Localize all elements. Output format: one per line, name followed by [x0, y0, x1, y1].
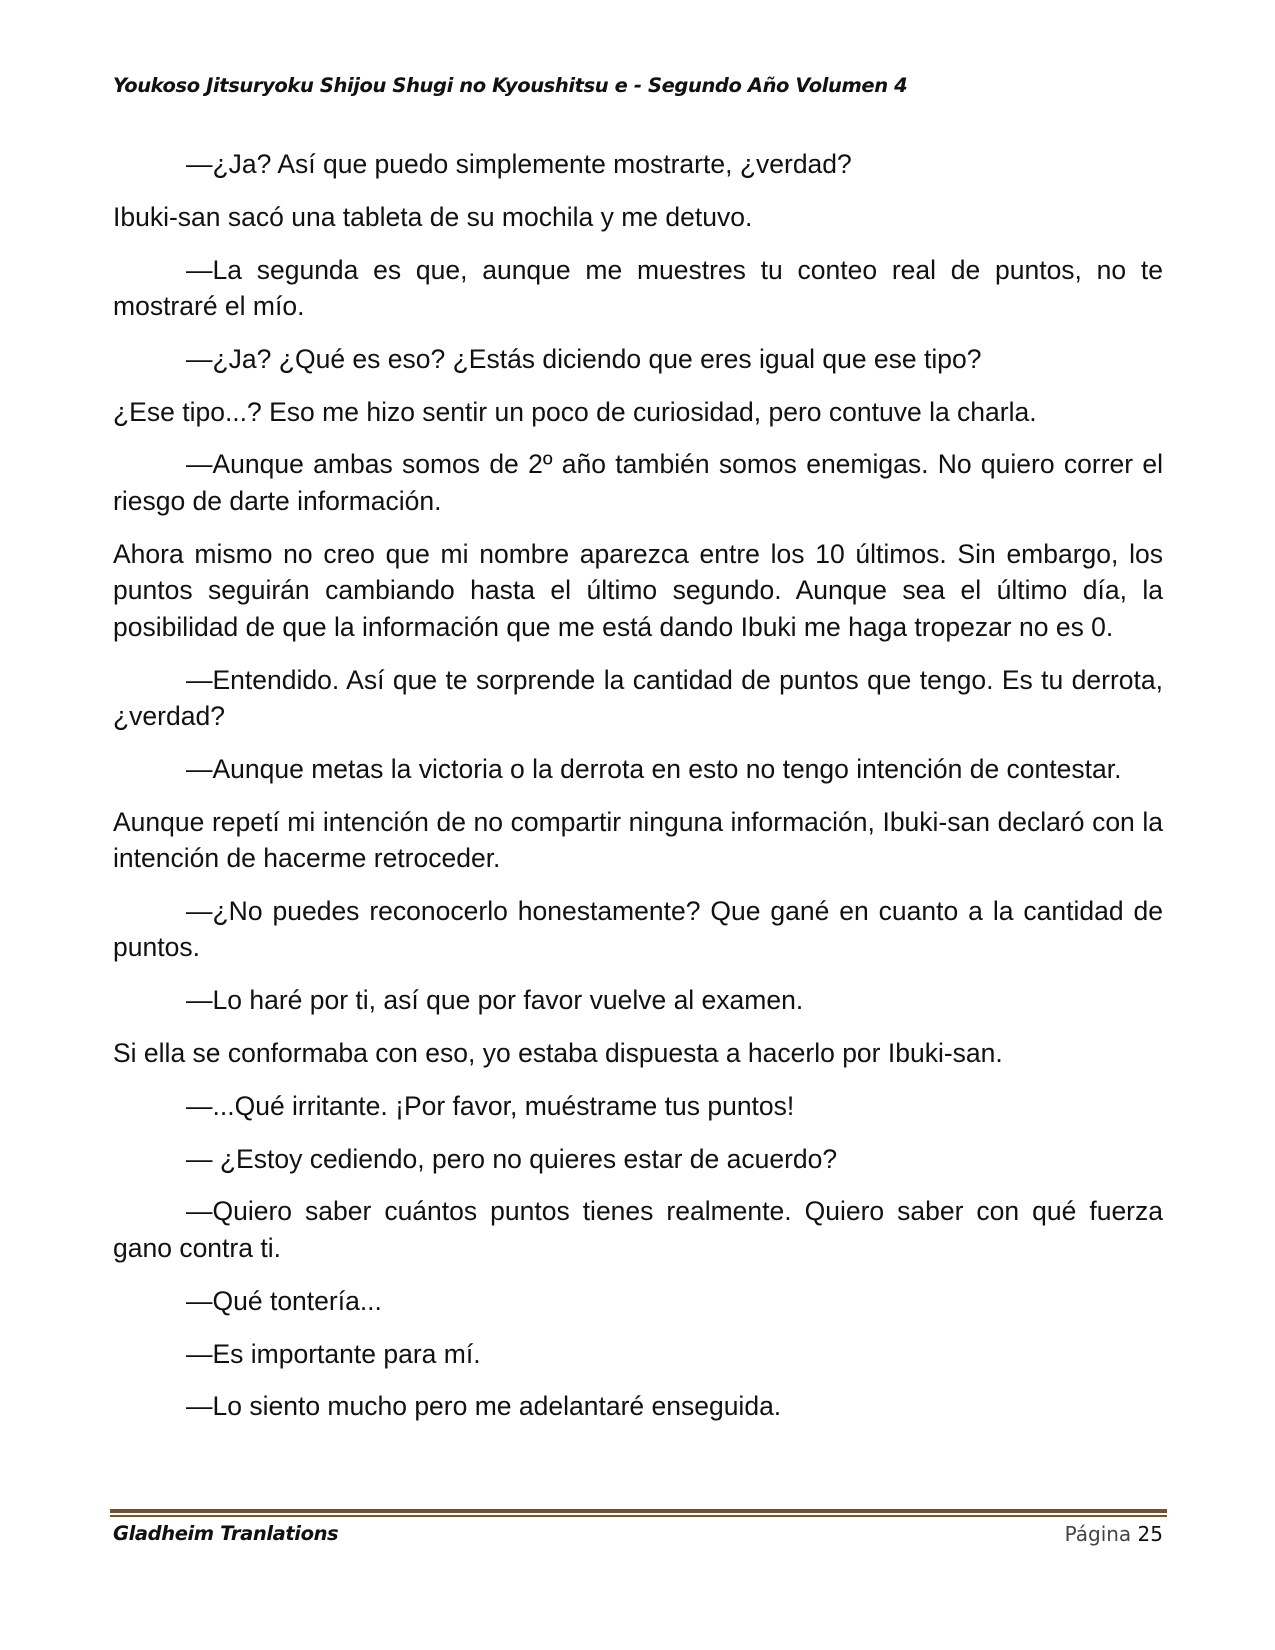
paragraph-6: —Aunque ambas somos de 2º año también somos enemigas. No quiero correr el riesgo de darte información.	[113, 449, 1163, 516]
page-number-block	[1065, 1522, 1163, 1546]
footer-rule-thin	[110, 1515, 1167, 1517]
paragraph-16: —Quiero saber cuántos puntos tienes realmente. Quiero saber con qué fuerza gano contra ti.	[113, 1196, 1163, 1263]
paragraph-11: —¿No puedes reconocerlo honestamente? Que gané en cuanto a la cantidad de puntos.	[113, 895, 1163, 963]
paragraph-4: —¿Ja? ¿Qué es eso? ¿Estás diciendo que eres igual que ese tipo?	[186, 343, 982, 374]
paragraph-5: ¿Ese tipo...? Eso me hizo sentir un poco de curiosidad, pero contuve la charla.	[113, 396, 1037, 427]
paragraph-2: Ibuki-san sacó una tableta de su mochila y me detuvo.	[113, 201, 753, 232]
paragraph-15: — ¿Estoy cediendo, pero no quieres estar de acuerdo?	[186, 1143, 838, 1174]
paragraph-3: —La segunda es que, aunque me muestres tu conteo real de puntos, no te mostraré el mío.	[113, 254, 1163, 322]
footer-credit: Gladheim Tranlations	[113, 1522, 339, 1545]
paragraph-19: —Lo siento mucho pero me adelantaré enseguida.	[186, 1391, 782, 1422]
paragraph-9: —Aunque metas la victoria o la derrota en esto no tengo intención de contestar.	[186, 753, 1122, 784]
paragraph-10: Aunque repetí mi intención de no compartir ninguna información, Ibuki-san declaró con la intención de hacerme retroceder.	[113, 806, 1163, 874]
paragraph-12: —Lo haré por ti, así que por favor vuelve al examen.	[186, 985, 804, 1016]
footer-rule-thick	[110, 1509, 1167, 1513]
page-number: 25	[1137, 1522, 1163, 1546]
paragraph-14: —...Qué irritante. ¡Por favor, muéstrame tus puntos!	[186, 1090, 795, 1121]
page-label: Página	[1064, 1522, 1132, 1546]
paragraph-17: —Qué tontería...	[186, 1285, 382, 1316]
paragraph-13: Si ella se conformaba con eso, yo estaba dispuesta a hacerlo por Ibuki-san.	[113, 1038, 1003, 1069]
paragraph-7: Ahora mismo no creo que mi nombre aparezca entre los 10 últimos. Sin embargo, los puntos seguirán cambiando hasta el último segundo. Aunque sea el último día, la posibilidad de que la información que me está dando Ibuki me haga tropezar no es 0.	[113, 538, 1163, 642]
paragraph-18: —Es importante para mí.	[186, 1338, 481, 1369]
paragraph-1: —¿Ja? Así que puedo simplemente mostrarte, ¿verdad?	[186, 149, 852, 179]
page-header-title: Youkoso Jitsuryoku Shijou Shugi no Kyoushitsu e - Segundo Año Volumen 4	[113, 74, 908, 97]
paragraph-8: —Entendido. Así que te sorprende la cantidad de puntos que tengo. Es tu derrota, ¿verdad?	[113, 664, 1163, 732]
body-text	[113, 146, 1163, 1441]
